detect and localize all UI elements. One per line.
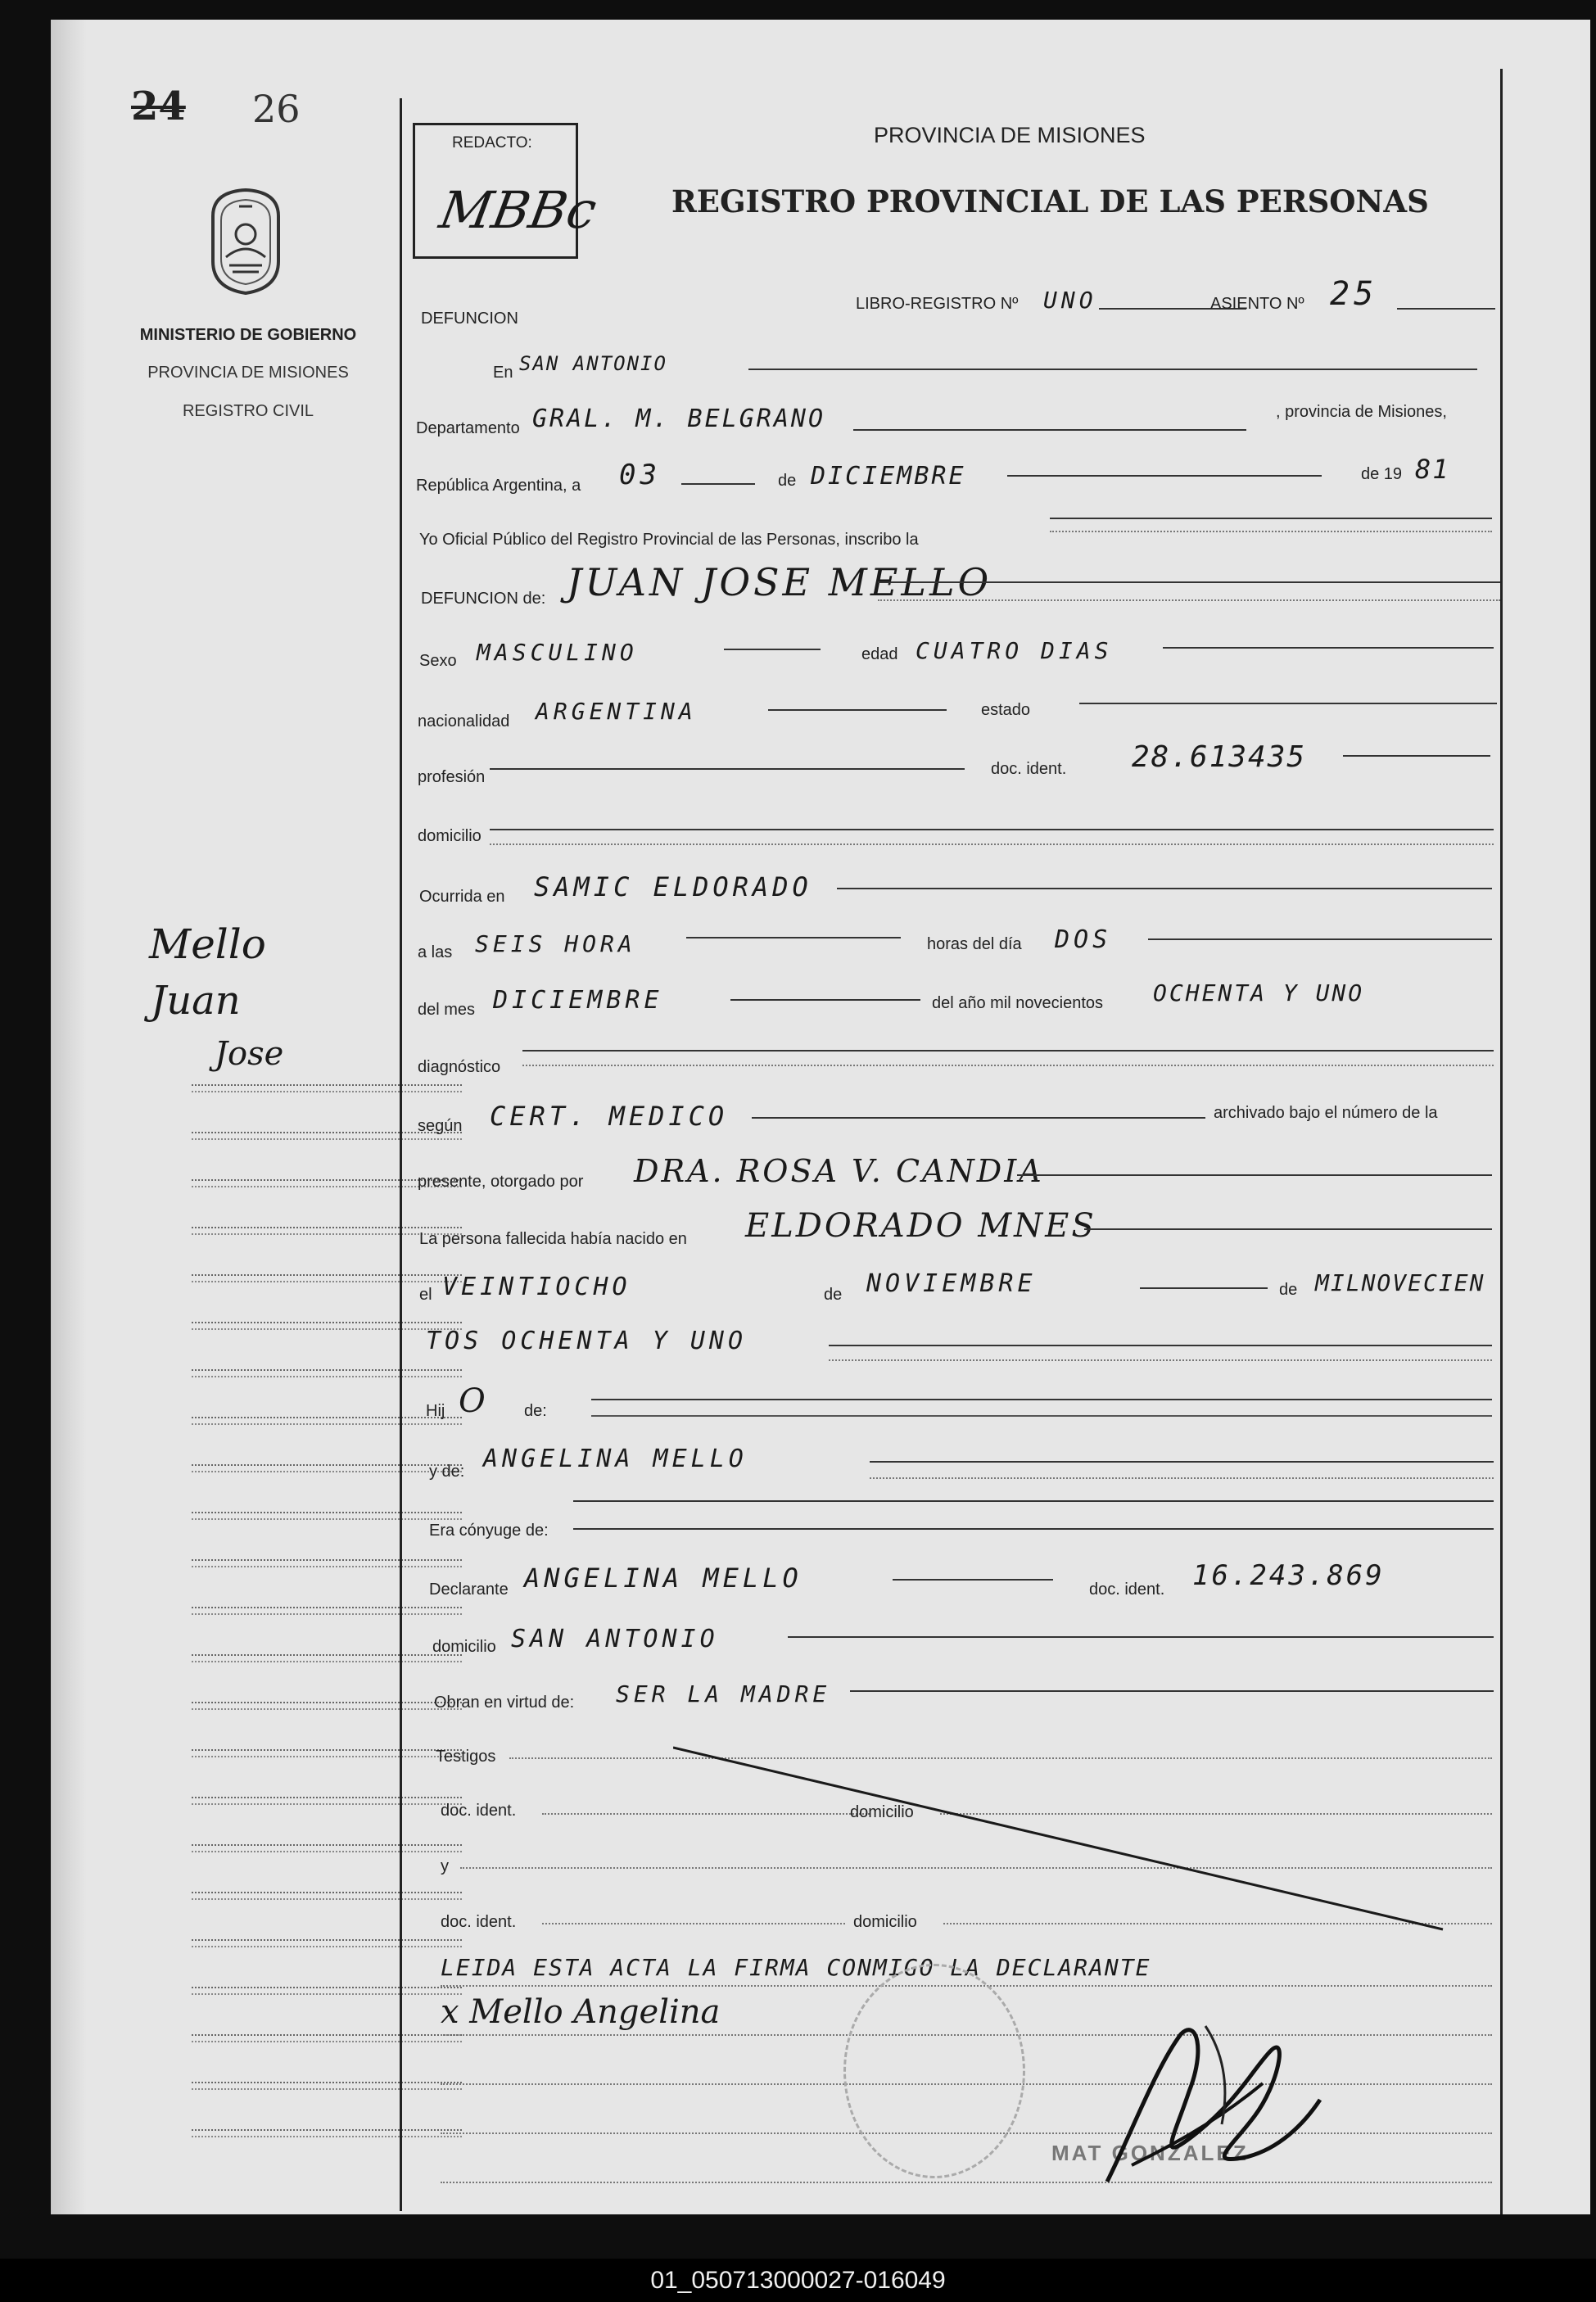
del-mes-value: DICIEMBRE bbox=[493, 986, 663, 1015]
year-label: de 19 bbox=[1361, 465, 1403, 483]
en-label: En bbox=[493, 364, 513, 382]
y-de-label: y de: bbox=[429, 1463, 465, 1481]
el-label: el bbox=[419, 1286, 432, 1304]
segun-value: CERT. MEDICO bbox=[490, 1101, 729, 1132]
declarante-label: Declarante bbox=[429, 1581, 509, 1599]
hijo-label: Hij bbox=[426, 1402, 445, 1420]
declarante-domicilio-label: domicilio bbox=[432, 1638, 496, 1656]
segun-label: según bbox=[418, 1117, 463, 1135]
y-de-value: ANGELINA MELLO bbox=[483, 1445, 748, 1473]
redacto-label: REDACTO: bbox=[452, 134, 532, 152]
page-number: 26 bbox=[252, 87, 301, 131]
act-type-label: DEFUNCION bbox=[421, 310, 518, 328]
page-number-crossed: 24 bbox=[131, 84, 186, 129]
doc-ident-label: doc. ident. bbox=[991, 760, 1067, 778]
testigo1-domicilio-label: domicilio bbox=[850, 1803, 914, 1821]
provincial-coat-of-arms-icon bbox=[197, 183, 295, 298]
obran-label: Obran en virtud de: bbox=[434, 1694, 575, 1712]
deceased-name: JUAN JOSE MELLO bbox=[567, 560, 992, 604]
margin-note-surname: Mello bbox=[149, 920, 266, 968]
page-binding-edge bbox=[51, 20, 87, 2214]
sexo-label: Sexo bbox=[419, 652, 457, 670]
day-value: 03 bbox=[619, 459, 661, 491]
asiento-value: 25 bbox=[1330, 275, 1378, 313]
archivado-text: archivado bajo el número de la bbox=[1214, 1104, 1438, 1122]
redacto-initials: MBBc bbox=[435, 180, 601, 240]
hijo-de-label: de: bbox=[524, 1402, 547, 1420]
sexo-value: MASCULINO bbox=[477, 639, 638, 666]
header-province: PROVINCIA DE MISIONES bbox=[874, 123, 1146, 147]
de-label: de bbox=[778, 472, 797, 490]
presente-label: presente, otorgado por bbox=[418, 1173, 584, 1191]
doc-ident-value: 28.613435 bbox=[1132, 740, 1307, 774]
sidebar-office: REGISTRO CIVIL bbox=[182, 402, 314, 420]
de-anio-label: de bbox=[1279, 1281, 1298, 1299]
hora-label: a las bbox=[418, 943, 453, 961]
anio-mil-value: OCHENTA Y UNO bbox=[1153, 979, 1365, 1006]
testigos-label: Testigos bbox=[436, 1748, 496, 1766]
declarante-domicilio-value: SAN ANTONIO bbox=[511, 1625, 719, 1653]
declarante-value: ANGELINA MELLO bbox=[524, 1563, 803, 1594]
libro-value: UNO bbox=[1043, 287, 1097, 314]
del-mes-label: del mes bbox=[418, 1001, 476, 1019]
testigo2-domicilio-label: domicilio bbox=[853, 1913, 917, 1931]
declarante-signature: x Mello Angelina bbox=[441, 1993, 721, 2031]
form-right-border bbox=[1500, 69, 1503, 2214]
registry-title: REGISTRO PROVINCIAL DE LAS PERSONAS bbox=[671, 183, 1429, 219]
oficial-text: Yo Oficial Público del Registro Provincial de las Personas, inscribo la bbox=[419, 531, 919, 549]
edad-label: edad bbox=[861, 645, 898, 663]
closing-note: LEIDA ESTA ACTA LA FIRMA CONMIGO LA DECLARANTE bbox=[441, 1954, 1151, 1981]
cancellation-stroke bbox=[673, 1739, 1459, 1936]
declarante-doc-value: 16.243.869 bbox=[1192, 1559, 1385, 1592]
presente-value: DRA. ROSA V. CANDIA bbox=[634, 1153, 1044, 1189]
official-signature bbox=[1083, 2001, 1328, 2198]
continuation-value: TOS OCHENTA Y UNO bbox=[426, 1327, 748, 1355]
file-caption: 01_050713000027-016049 bbox=[0, 2259, 1596, 2302]
testigo1-doc-label: doc. ident. bbox=[441, 1802, 517, 1820]
horas-dia-label: horas del día bbox=[927, 935, 1022, 953]
el-value: VEINTIOCHO bbox=[442, 1273, 631, 1301]
sidebar-province: PROVINCIA DE MISIONES bbox=[147, 364, 349, 382]
testigo2-doc-label: doc. ident. bbox=[441, 1913, 517, 1931]
year-value: 81 bbox=[1415, 454, 1450, 485]
en-value: SAN ANTONIO bbox=[519, 352, 667, 375]
nacido-value: ELDORADO MNES bbox=[745, 1207, 1096, 1245]
anio-mil-label: del año mil novecientos bbox=[932, 994, 1104, 1012]
document-page bbox=[51, 20, 1590, 2214]
de-anio-value: MILNOVECIEN bbox=[1315, 1269, 1485, 1296]
provincia-text: , provincia de Misiones, bbox=[1276, 403, 1447, 421]
profesion-label: profesión bbox=[418, 768, 486, 786]
nacido-label: La persona fallecida había nacido en bbox=[419, 1230, 687, 1248]
testigo-y-label: y bbox=[441, 1857, 449, 1875]
obran-value: SER LA MADRE bbox=[616, 1680, 831, 1707]
diagnostico-label: diagnóstico bbox=[418, 1058, 501, 1076]
de-mes-value: NOVIEMBRE bbox=[866, 1269, 1037, 1298]
estado-label: estado bbox=[981, 701, 1031, 719]
libro-label: LIBRO-REGISTRO Nº bbox=[856, 295, 1019, 313]
month-value: DICIEMBRE bbox=[811, 462, 966, 491]
asiento-label: ASIENTO Nº bbox=[1210, 295, 1304, 313]
ocurrida-value: SAMIC ELDORADO bbox=[534, 871, 812, 902]
domicilio-label: domicilio bbox=[418, 827, 482, 845]
departamento-label: Departamento bbox=[416, 419, 520, 437]
ocurrida-label: Ocurrida en bbox=[419, 888, 505, 906]
edad-value: CUATRO DIAS bbox=[916, 637, 1113, 664]
declarante-doc-label: doc. ident. bbox=[1089, 1581, 1165, 1599]
horas-dia-value: DOS bbox=[1055, 925, 1112, 954]
republica-label: República Argentina, a bbox=[416, 477, 581, 495]
hijo-value: O bbox=[459, 1382, 486, 1420]
nacionalidad-value: ARGENTINA bbox=[536, 698, 697, 725]
hora-value: SEIS HORA bbox=[475, 930, 636, 957]
margin-note-first-name: Juan bbox=[151, 978, 241, 1024]
departamento-value: GRAL. M. BELGRANO bbox=[532, 405, 826, 433]
official-name-stamp: MAT GONZALEZ bbox=[1051, 2141, 1249, 2165]
de-mes-label: de bbox=[824, 1286, 843, 1304]
conyuge-label: Era cónyuge de: bbox=[429, 1522, 549, 1540]
form-left-border bbox=[400, 98, 402, 2211]
nacionalidad-label: nacionalidad bbox=[418, 712, 510, 730]
official-stamp bbox=[843, 1964, 1025, 2178]
defuncion-de-label: DEFUNCION de: bbox=[421, 590, 546, 608]
margin-note-middle-name: Jose bbox=[215, 1035, 284, 1073]
ministry-name: MINISTERIO DE GOBIERNO bbox=[139, 326, 357, 344]
